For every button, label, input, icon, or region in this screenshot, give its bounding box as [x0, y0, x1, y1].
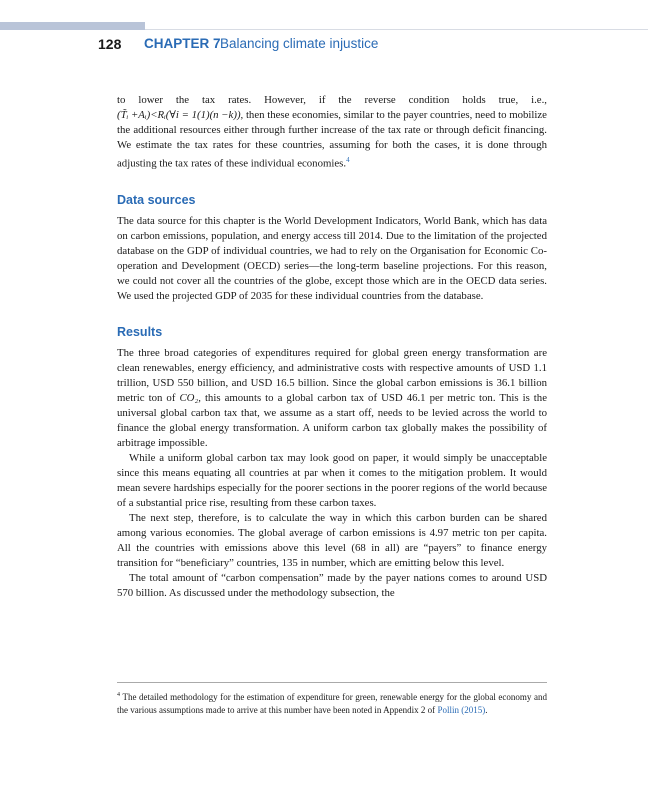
heading-results: Results	[117, 324, 163, 339]
footnote-rule	[117, 682, 547, 683]
footnote-mark: 4	[117, 692, 120, 698]
chapter-label: CHAPTER 7	[144, 36, 221, 51]
page-body	[117, 93, 547, 601]
footnote-4	[117, 689, 547, 717]
results-paragraph-2: While a uniform global carbon tax may look good on paper, it would simply be unacceptable since this means equating all countries at par when it comes to the mitigation problem. It would mean severe hardships especially for the poorer sections in the poorer regions of the world because of a substantial price rise, resulting from these carbon taxes.	[117, 451, 547, 509]
footnote-text: The detailed methodology for the estimation of expenditure for green, renewable energy for the global economy and the various assumptions made to arrive at this number have been noted in Appendix 2 of	[117, 692, 548, 715]
header-accent-bar	[0, 22, 145, 30]
heading-data-sources: Data sources	[117, 192, 196, 207]
intro-text-2: then these economies, similar to the payer countries, need to mobilize the additional resources either through further increase of the tax rate or through deficit financing. We estimate the tax rates for these countries, assuming for both the cases, it is done through adjusting the tax rates of these individual economies.	[117, 109, 547, 170]
intro-math: (T̃ᵢ +Aᵢ)<Rᵢ(∀i = 1(1)(n −k)),	[117, 109, 244, 121]
co2-math: CO₂,	[179, 391, 201, 404]
chapter-title: Balancing climate injustice	[220, 36, 379, 51]
footnote	[117, 689, 547, 717]
footnote-end: .	[485, 705, 488, 715]
header-rule	[145, 29, 648, 30]
results-paragraph-4: The total amount of “carbon compensation” made by the payer nations comes to around USD 570 billion. As discussed under the methodology subsection, the	[117, 571, 547, 599]
results-paragraph-1	[117, 346, 547, 451]
intro-text-1: to lower the tax rates. However, if the reverse condition holds true, i.e.,	[117, 94, 547, 106]
results-paragraph-3: The next step, therefore, is to calculate the way in which this carbon burden can be shared among various economies. The global average of carbon emissions is 4.97 metric ton per capita. All the countries with emissions above this level (68 in all) are “payers” to finance energy transition for “beneficiary” countries, 135 in number, which are emitting below this level.	[117, 511, 547, 569]
page-number: 128	[98, 36, 122, 52]
data-sources-paragraph: The data source for this chapter is the World Development Indicators, World Bank, which has data on carbon emissions, population, and energy access till 2014. Due to the limitation of the projected database on the GDP of individual countries, we had to rely on the Organisation for Economic Co-operation and Development (OECD) series—the long-term baseline projections. For this reason, we could not cover all the countries of the globe, except those which are in the OECD data series. We used the projected GDP of 2035 for these individual countries from the database.	[117, 214, 547, 302]
footnote-ref-4[interactable]: 4	[346, 156, 350, 164]
results-p1-text-1: The three broad categories of expenditures required for global green energy transformation are clean renewables, energy efficiency, and administrative costs with respective amounts of USD 1.1 trillion, USD 550 billion, and USD 16.5 billion. Since the global carbon emissions is 36.1 billion metric ton of	[117, 346, 547, 404]
citation-pollin-2015[interactable]: Pollin (2015)	[437, 705, 486, 715]
intro-paragraph	[117, 93, 547, 172]
results-p1-text-2: this amounts to a global carbon tax of USD 46.1 per metric ton. This is the universal global carbon tax that, we assume as a start off, needs to be levied across the world to finance the global energy transformation. A uniform carbon tax globally makes the possibility of arbitrage impossible.	[117, 391, 547, 449]
